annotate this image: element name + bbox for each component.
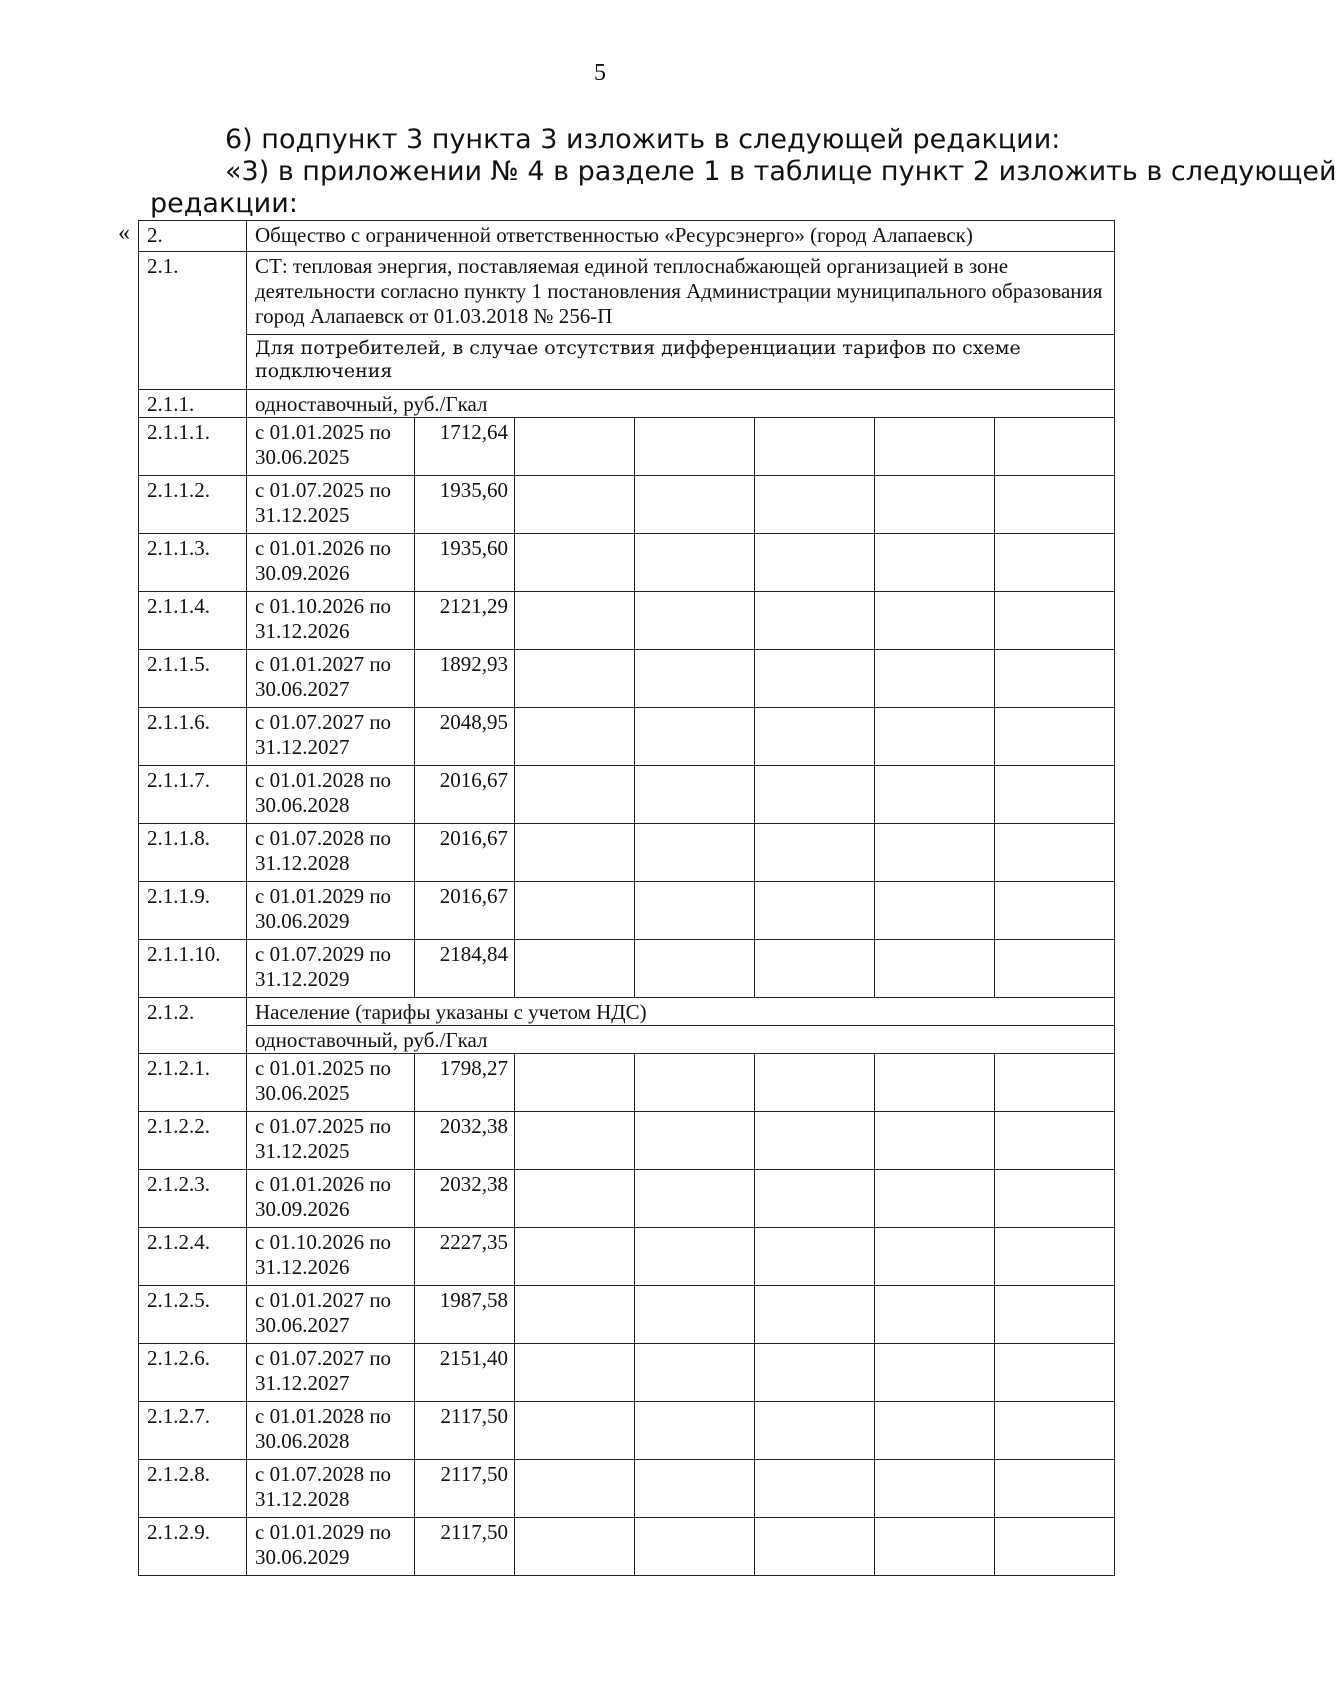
row-value: 2016,67 [415, 766, 515, 824]
empty-cell [515, 534, 635, 592]
empty-cell [635, 824, 755, 882]
row-period: с 01.01.2027 по 30.06.2027 [247, 1286, 415, 1344]
row-value: 2117,50 [415, 1460, 515, 1518]
row-num: 2.1.2.1. [139, 1054, 247, 1112]
row-value: 1935,60 [415, 534, 515, 592]
empty-cell [755, 1112, 875, 1170]
empty-cell [755, 534, 875, 592]
empty-cell [875, 1460, 995, 1518]
group2-sublabel: одноставочный, руб./Гкал [247, 1026, 1115, 1054]
empty-cell [875, 940, 995, 998]
empty-cell [995, 1112, 1115, 1170]
table-row [139, 1286, 1115, 1344]
empty-cell [875, 476, 995, 534]
empty-cell [995, 766, 1115, 824]
table-row [139, 592, 1115, 650]
empty-cell [755, 940, 875, 998]
row-period: с 01.07.2028 по 31.12.2028 [247, 824, 415, 882]
row-num: 2.1.1.8. [139, 824, 247, 882]
table-row [139, 1170, 1115, 1228]
row-value: 2016,67 [415, 824, 515, 882]
section-num: 2.1. [139, 252, 247, 390]
row-num: 2.1.2.6. [139, 1344, 247, 1402]
empty-cell [755, 1344, 875, 1402]
empty-cell [875, 1286, 995, 1344]
empty-cell [875, 824, 995, 882]
empty-cell [635, 1286, 755, 1344]
row-period: с 01.01.2027 по 30.06.2027 [247, 650, 415, 708]
empty-cell [875, 418, 995, 476]
empty-cell [875, 1402, 995, 1460]
group2-num: 2.1.2. [139, 998, 247, 1054]
table-row-group2-sub [139, 1026, 1115, 1054]
empty-cell [515, 824, 635, 882]
empty-cell [515, 418, 635, 476]
table-row [139, 534, 1115, 592]
table-row [139, 940, 1115, 998]
empty-cell [995, 418, 1115, 476]
row-num: 2.1.1.1. [139, 418, 247, 476]
empty-cell [755, 1054, 875, 1112]
intro-line-2: «3) в приложении № 4 в разделе 1 в таблице пункт 2 изложить в следующей [225, 156, 1337, 187]
empty-cell [995, 1286, 1115, 1344]
row-value: 1892,93 [415, 650, 515, 708]
row-value: 2032,38 [415, 1112, 515, 1170]
empty-cell [515, 1402, 635, 1460]
empty-cell [635, 882, 755, 940]
empty-cell [635, 1228, 755, 1286]
row-value: 2016,67 [415, 882, 515, 940]
section-note: Для потребителей, в случае отсутствия дифференциации тарифов по схеме подключения [247, 335, 1115, 390]
empty-cell [995, 1170, 1115, 1228]
table-row [139, 1402, 1115, 1460]
row-period: с 01.01.2029 по 30.06.2029 [247, 1518, 415, 1576]
empty-cell [515, 476, 635, 534]
row-value: 2048,95 [415, 708, 515, 766]
empty-cell [515, 1054, 635, 1112]
row-period: с 01.07.2028 по 31.12.2028 [247, 1460, 415, 1518]
empty-cell [635, 476, 755, 534]
empty-cell [875, 766, 995, 824]
table-row [139, 766, 1115, 824]
row-num: 2.1.2.9. [139, 1518, 247, 1576]
row-value: 2151,40 [415, 1344, 515, 1402]
row-period: с 01.10.2026 по 31.12.2026 [247, 592, 415, 650]
empty-cell [635, 1518, 755, 1576]
empty-cell [635, 708, 755, 766]
row-num: 2.1.2.3. [139, 1170, 247, 1228]
empty-cell [995, 1402, 1115, 1460]
tariff-table [138, 220, 1115, 1576]
intro-line-1: 6) подпункт 3 пункта 3 изложить в следующей редакции: [225, 124, 1061, 155]
table-row-note [139, 335, 1115, 390]
empty-cell [995, 708, 1115, 766]
empty-cell [515, 882, 635, 940]
table-row [139, 418, 1115, 476]
row-num: 2.1.1.2. [139, 476, 247, 534]
row-value: 1798,27 [415, 1054, 515, 1112]
row-period: с 01.07.2029 по 31.12.2029 [247, 940, 415, 998]
empty-cell [995, 534, 1115, 592]
intro-line-3: редакции: [150, 188, 298, 219]
row-period: с 01.01.2026 по 30.09.2026 [247, 1170, 415, 1228]
row-num: 2.1.2.5. [139, 1286, 247, 1344]
empty-cell [755, 1286, 875, 1344]
empty-cell [635, 1170, 755, 1228]
row-value: 2117,50 [415, 1402, 515, 1460]
empty-cell [995, 592, 1115, 650]
empty-cell [755, 882, 875, 940]
row-period: с 01.07.2027 по 31.12.2027 [247, 1344, 415, 1402]
empty-cell [995, 824, 1115, 882]
table-row-group2 [139, 998, 1115, 1026]
row-value: 1987,58 [415, 1286, 515, 1344]
empty-cell [755, 1402, 875, 1460]
table-row [139, 1112, 1115, 1170]
empty-cell [755, 650, 875, 708]
empty-cell [635, 592, 755, 650]
table-row [139, 1344, 1115, 1402]
empty-cell [995, 1228, 1115, 1286]
row-period: с 01.10.2026 по 31.12.2026 [247, 1228, 415, 1286]
empty-cell [635, 418, 755, 476]
empty-cell [755, 1518, 875, 1576]
empty-cell [875, 1170, 995, 1228]
row-period: с 01.01.2025 по 30.06.2025 [247, 1054, 415, 1112]
table-row [139, 708, 1115, 766]
empty-cell [515, 592, 635, 650]
table-row [139, 1460, 1115, 1518]
empty-cell [515, 1286, 635, 1344]
empty-cell [995, 1460, 1115, 1518]
empty-cell [515, 1460, 635, 1518]
header-num: 2. [139, 221, 247, 252]
empty-cell [755, 1460, 875, 1518]
row-num: 2.1.2.4. [139, 1228, 247, 1286]
empty-cell [995, 476, 1115, 534]
empty-cell [875, 592, 995, 650]
table-row [139, 882, 1115, 940]
open-quote: « [118, 220, 130, 246]
table-row [139, 1228, 1115, 1286]
empty-cell [635, 534, 755, 592]
row-period: с 01.01.2025 по 30.06.2025 [247, 418, 415, 476]
row-num: 2.1.2.8. [139, 1460, 247, 1518]
empty-cell [515, 1170, 635, 1228]
table-row-group1 [139, 390, 1115, 418]
empty-cell [635, 766, 755, 824]
empty-cell [635, 1344, 755, 1402]
empty-cell [875, 882, 995, 940]
empty-cell [875, 1112, 995, 1170]
table-row [139, 650, 1115, 708]
row-value: 1935,60 [415, 476, 515, 534]
row-num: 2.1.1.9. [139, 882, 247, 940]
row-num: 2.1.1.3. [139, 534, 247, 592]
row-num: 2.1.2.7. [139, 1402, 247, 1460]
empty-cell [995, 650, 1115, 708]
empty-cell [515, 1112, 635, 1170]
header-company: Общество с ограниченной ответственностью «Ресурсэнерго» (город Алапаевск) [247, 221, 1115, 252]
row-period: с 01.01.2028 по 30.06.2028 [247, 1402, 415, 1460]
empty-cell [755, 476, 875, 534]
row-num: 2.1.2.2. [139, 1112, 247, 1170]
row-num: 2.1.1.5. [139, 650, 247, 708]
empty-cell [515, 940, 635, 998]
empty-cell [875, 1344, 995, 1402]
empty-cell [755, 592, 875, 650]
row-num: 2.1.1.7. [139, 766, 247, 824]
empty-cell [875, 1518, 995, 1576]
row-num: 2.1.1.6. [139, 708, 247, 766]
empty-cell [875, 534, 995, 592]
empty-cell [995, 1518, 1115, 1576]
empty-cell [635, 1054, 755, 1112]
empty-cell [515, 1344, 635, 1402]
empty-cell [995, 1344, 1115, 1402]
group1-label: одноставочный, руб./Гкал [247, 390, 1115, 418]
empty-cell [635, 1112, 755, 1170]
empty-cell [995, 1054, 1115, 1112]
empty-cell [635, 1460, 755, 1518]
table-row [139, 476, 1115, 534]
page-number: 5 [594, 60, 606, 86]
tariff-table-body [139, 221, 1115, 1576]
row-period: с 01.07.2025 по 31.12.2025 [247, 476, 415, 534]
group1-num: 2.1.1. [139, 390, 247, 418]
row-period: с 01.07.2025 по 31.12.2025 [247, 1112, 415, 1170]
empty-cell [995, 940, 1115, 998]
row-value: 2227,35 [415, 1228, 515, 1286]
empty-cell [995, 882, 1115, 940]
empty-cell [515, 1228, 635, 1286]
empty-cell [635, 1402, 755, 1460]
empty-cell [755, 1228, 875, 1286]
row-period: с 01.01.2029 по 30.06.2029 [247, 882, 415, 940]
empty-cell [635, 940, 755, 998]
row-value: 2121,29 [415, 592, 515, 650]
row-period: с 01.07.2027 по 31.12.2027 [247, 708, 415, 766]
row-num: 2.1.1.4. [139, 592, 247, 650]
table-row [139, 1054, 1115, 1112]
row-value: 2032,38 [415, 1170, 515, 1228]
row-num: 2.1.1.10. [139, 940, 247, 998]
table-row [139, 1518, 1115, 1576]
empty-cell [515, 650, 635, 708]
empty-cell [635, 650, 755, 708]
empty-cell [755, 824, 875, 882]
empty-cell [875, 1054, 995, 1112]
row-period: с 01.01.2028 по 30.06.2028 [247, 766, 415, 824]
empty-cell [875, 708, 995, 766]
row-value: 2117,50 [415, 1518, 515, 1576]
row-value: 2184,84 [415, 940, 515, 998]
row-value: 1712,64 [415, 418, 515, 476]
empty-cell [875, 650, 995, 708]
empty-cell [875, 1228, 995, 1286]
empty-cell [755, 708, 875, 766]
group2-label: Население (тарифы указаны с учетом НДС) [247, 998, 1115, 1026]
table-row-section [139, 252, 1115, 335]
row-period: с 01.01.2026 по 30.09.2026 [247, 534, 415, 592]
empty-cell [755, 1170, 875, 1228]
empty-cell [515, 766, 635, 824]
empty-cell [515, 708, 635, 766]
empty-cell [755, 766, 875, 824]
empty-cell [755, 418, 875, 476]
empty-cell [515, 1518, 635, 1576]
table-row [139, 824, 1115, 882]
section-description: СТ: тепловая энергия, поставляемая единой теплоснабжающей организацией в зоне деятельности согласно пункту 1 постановления Администрации муниципального образования город Алапаевск от 01.03.2018 № 256-П [247, 252, 1115, 335]
table-row-header [139, 221, 1115, 252]
